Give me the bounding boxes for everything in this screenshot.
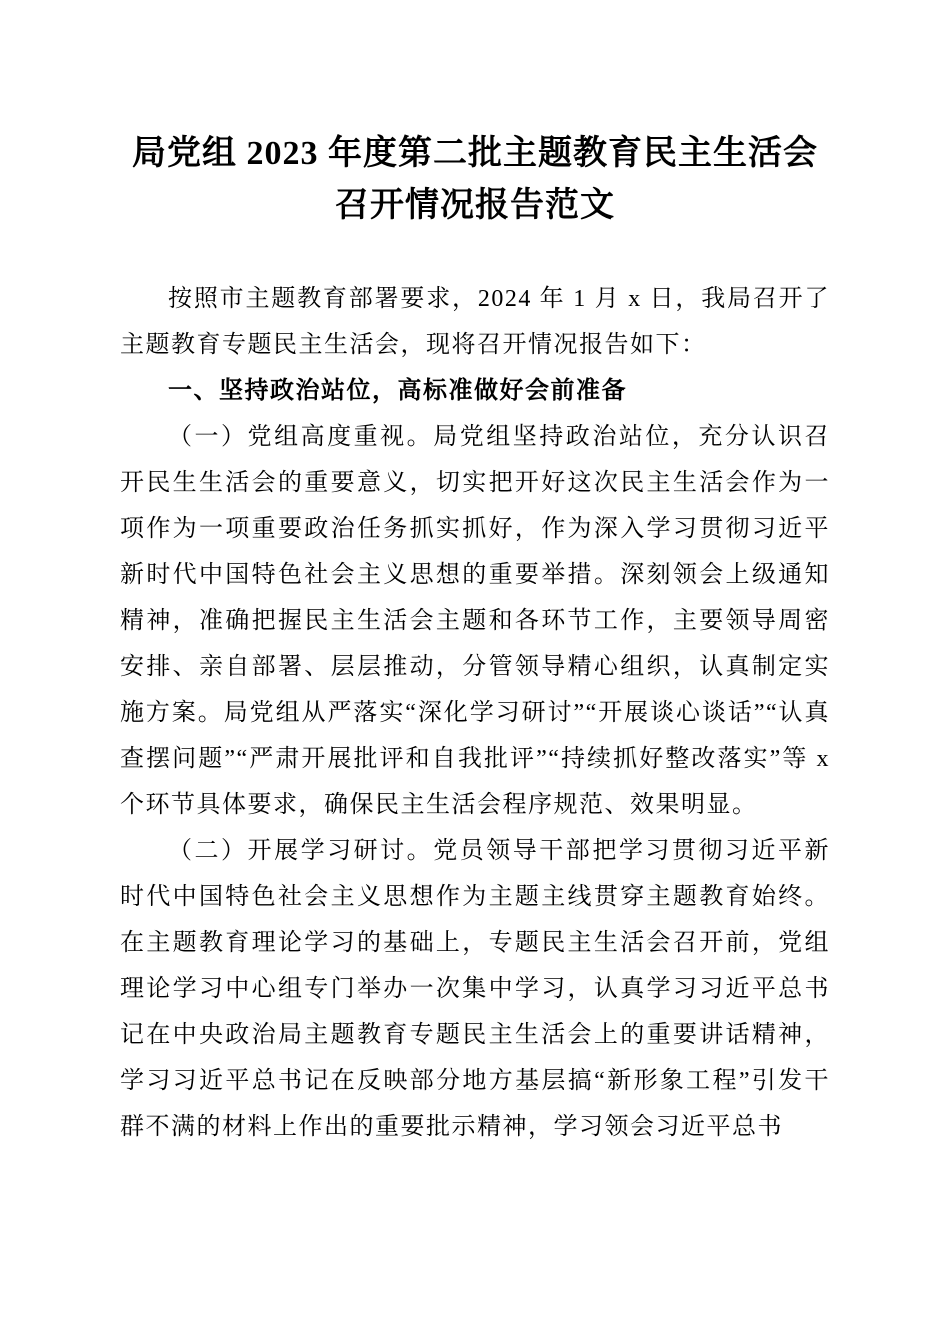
document-title-line-2: 召开情况报告范文 — [335, 187, 615, 224]
paragraph-1: （一）党组高度重视。局党组坚持政治站位，充分认识召开民生生活会的重要意义，切实把开好这次民主生活会作为一项作为一项重要政治任务抓实抓好，作为深入学习贯彻习近平新时代中国特色社会主义思想的重要举措。深刻领会上级通知精神，准确把握民主生活会主题和各环节工作，主要领导周密安排、亲自部署、层层推动，分管领导精心组织，认真制定实施方案。局党组从严落实“深化学习研讨”“开展谈心谈话”“认真查摆问题”“严肃开展批评和自我批评”“持续抓好整改落实”等 x 个环节具体要求，确保民主生活会程序规范、效果明显。 — [120, 424, 830, 818]
paragraph-2: （二）开展学习研讨。党员领导干部把学习贯彻习近平新时代中国特色社会主义思想作为主题主线贯穿主题教育始终。在主题教育理论学习的基础上，专题民主生活会召开前，党组理论学习中心组专门举办一次集中学习，认真学习习近平总书记在中央政治局主题教育专题民主生活会上的重要讲话精神，学习习近平总书记在反映部分地方基层搞“新形象工程”引发干群不满的材料上作出的重要批示精神，学习领会习近平总书 — [120, 838, 830, 1140]
document-title-line-1: 局党组 2023 年度第二批主题教育民主生活会 — [132, 135, 818, 172]
section-heading-1: 一、坚持政治站位，高标准做好会前准备 — [168, 377, 627, 404]
document-title — [120, 128, 830, 232]
paragraph-intro: 按照市主题教育部署要求，2024 年 1 月 x 日，我局召开了主题教育专题民主生活会，现将召开情况报告如下： — [120, 286, 830, 358]
document-body — [120, 276, 830, 1150]
